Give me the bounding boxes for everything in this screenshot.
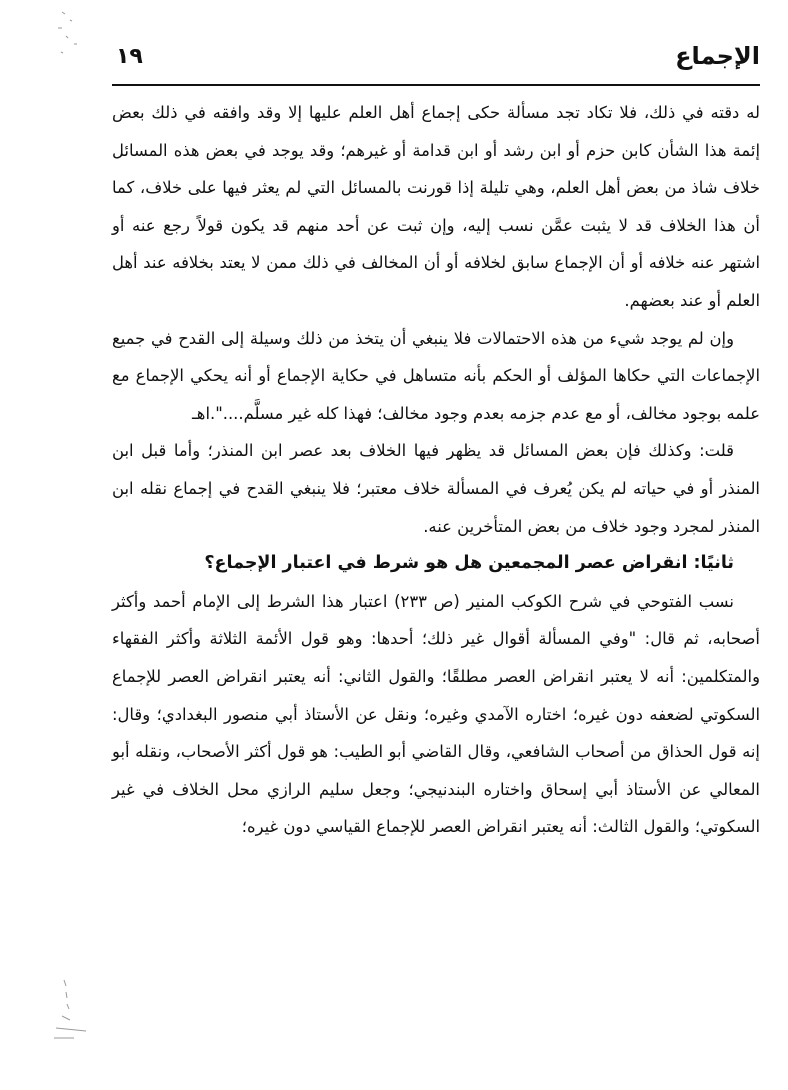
paragraph-1: له دقته في ذلك، فلا تكاد تجد مسألة حكى إجماع أهل العلم عليها إلا وقد وافقه في ذلك بعض إئمة هذا الشأن كابن حزم أو ابن رشد أو ابن قدامة أو غيرهم؛ وقد يوجد في بعض هذه المسائل خلاف شاذ من بعض أهل العلم، وهي تليلة إذا قورنت بالمسائل التي لم يعثر فيها على خلاف، كما أن هذا الخلاف قد لا يثبت عمَّن نسب إليه، وإن ثبت عن أحد منهم قد يكون قولاً رجع عنه أو اشتهر عنه خلافه أو أن الإجماع سابق لخلافه أو أن المخالف في ذلك ممن لا يعتد بخلافه عند أهل العلم أو عند بعضهم. [112, 103, 760, 310]
section-heading: ثانيًا: انقراض عصر المجمعين هل هو شرط في اعتبار الإجماع؟ [204, 553, 734, 574]
page-number: ١٩ [116, 44, 143, 69]
scan-margin-marks [0, 0, 110, 1090]
paragraph-3: قلت: وكذلك فإن بعض المسائل قد يظهر فيها الخلاف بعد عصر ابن المنذر؛ وأما قبل ابن المنذر أو في حياته لم يكن يُعرف في المسألة خلاف معتبر؛ فلا ينبغي القدح في إجماع نقله ابن المنذر لمجرد وجود خلاف من بعض المتأخرين عنه. [112, 441, 760, 536]
header-rule [112, 84, 760, 86]
page-header [112, 40, 760, 86]
paragraph-4: نسب الفتوحي في شرح الكوكب المنير (ص ٢٣٣) اعتبار هذا الشرط إلى الإمام أحمد وأكثر أصحابه، ثم قال: "وفي المسألة أقوال غير ذلك؛ أحدها: وهو قول الأئمة الثلاثة وأكثر الفقهاء والمتكلمين: أنه لا يعتبر انقراض العصر مطلقًا؛ والقول الثاني: أنه يعتبر انقراض العصر للإجماع السكوتي لضعفه دون غيره؛ اختاره الآمدي وغيره؛ ونقل عن الأستاذ أبي منصور البغدادي؛ وقال: إنه قول الحذاق من أصحاب الشافعي، وقال القاضي أبو الطيب: هو قول أكثر الأصحاب، ونقله أبو المعالي عن الأستاذ أبي إسحاق واختاره البندنيجي؛ وجعل سليم الرازي محل الخلاف في غير السكوتي؛ والقول الثالث: أنه يعتبر انقراض العصر للإجماع القياسي دون غيره؛ [112, 591, 760, 837]
body-text [112, 94, 760, 846]
running-title: الإجماع [675, 42, 760, 70]
paragraph-2: وإن لم يوجد شيء من هذه الاحتمالات فلا ينبغي أن يتخذ من ذلك وسيلة إلى القدح في جميع الإجماعات التي حكاها المؤلف أو الحكم بأنه متساهل في حكاية الإجماع أو أنه يحكي الإجماع مع علمه بوجود مخالف، أو مع عدم جزمه بعدم وجود مخالف؛ فهذا كله غير مسلَّم....".اهـ [112, 328, 760, 423]
